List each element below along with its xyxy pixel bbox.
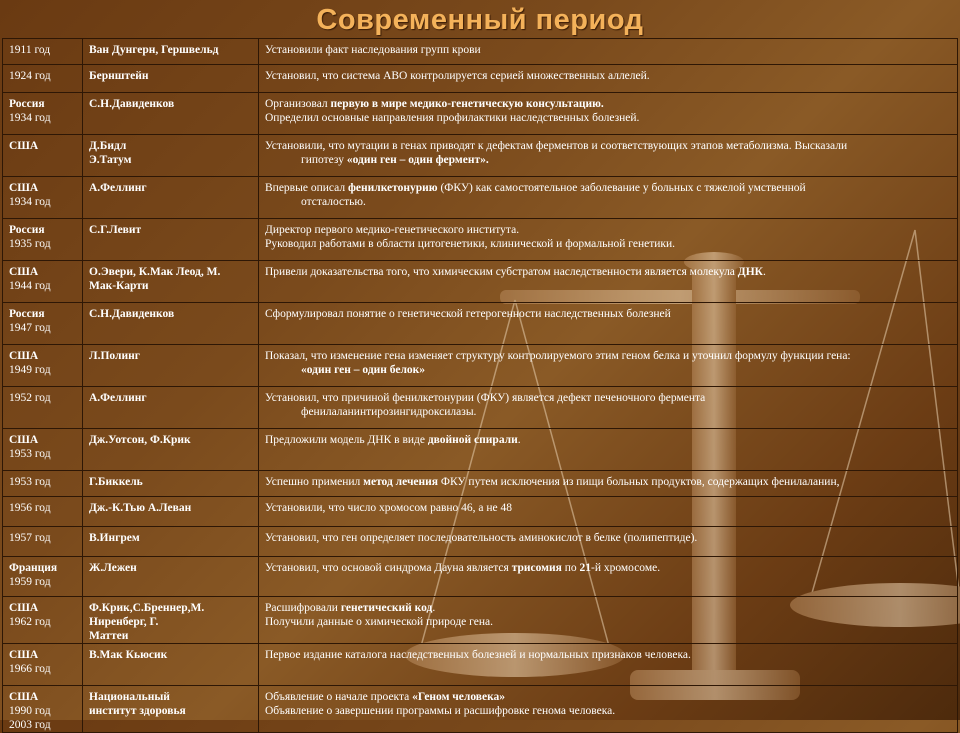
discovery-cell	[259, 39, 958, 65]
discovery-line	[265, 153, 950, 167]
date-cell	[3, 644, 83, 686]
emphasis-text: генетический код	[340, 602, 433, 614]
discovery-cell	[259, 387, 958, 429]
country-label: США	[9, 691, 39, 703]
year-label: 1924 год	[9, 70, 51, 82]
date-cell	[3, 527, 83, 557]
year-label: 1953 год	[9, 476, 51, 488]
year-label: 1949 год	[9, 364, 51, 376]
scientist-cell: Национальный институт здоровья	[83, 686, 259, 733]
year-label: 1966 год	[9, 663, 51, 675]
discovery-line	[265, 139, 950, 153]
table-row	[3, 39, 958, 65]
body-text: Расшифровали	[265, 602, 341, 614]
discovery-cell	[259, 527, 958, 557]
country-label: США	[9, 434, 39, 446]
year-label: 1952 год	[9, 392, 51, 404]
body-text: Организовал	[265, 98, 331, 110]
body-text: Установил, что система АВО контролируется серией множественных аллелей.	[265, 70, 650, 82]
table-row	[3, 686, 958, 733]
body-text: по	[561, 562, 580, 574]
date-cell	[3, 497, 83, 527]
discovery-cell	[259, 65, 958, 93]
emphasis-text: «один ген – один белок»	[301, 364, 426, 376]
scientist-cell: Ф.Крик,С.Бреннер,М. Ниренберг, Г. Маттеи	[83, 597, 259, 644]
discovery-cell	[259, 686, 958, 733]
discovery-line	[265, 601, 950, 615]
date-cell	[3, 39, 83, 65]
discovery-cell	[259, 644, 958, 686]
discovery-cell	[259, 303, 958, 345]
table-row	[3, 387, 958, 429]
date-cell	[3, 177, 83, 219]
discovery-line	[265, 561, 950, 575]
scientist-cell: В.Мак Кьюсик	[83, 644, 259, 686]
body-text: .	[763, 266, 766, 278]
year-label: 1962 год	[9, 616, 51, 628]
scientist-cell: С.Н.Давиденков	[83, 93, 259, 135]
body-text: Установил, что основой синдрома Дауна является	[265, 562, 512, 574]
body-text: .	[517, 434, 521, 446]
scientist-cell: Дж.-К.Тью А.Леван	[83, 497, 259, 527]
country-label: Россия	[9, 98, 45, 110]
country-label: США	[9, 350, 39, 362]
year-label: 1956 год	[9, 502, 51, 514]
discovery-line	[265, 265, 950, 279]
body-text: .	[432, 602, 436, 614]
scientist-cell: Дж.Уотсон, Ф.Крик	[83, 429, 259, 471]
discovery-cell	[259, 471, 958, 497]
body-text: Директор первого медико-генетического института.	[265, 224, 520, 236]
discovery-cell	[259, 219, 958, 261]
body-text: Установили, что число хромосом равно 46, а не 48	[265, 502, 513, 514]
body-text: (ФКУ) как самостоятельное заболевание у больных с тяжелой умственной	[437, 182, 806, 194]
year-label: 1947 год	[9, 322, 51, 334]
scientist-cell: В.Ингрем	[83, 527, 259, 557]
table-row	[3, 219, 958, 261]
body-text: Успешно применил	[265, 476, 364, 488]
body-text: Установил, что ген определяет последовательность аминокислот в белке (полипептиде).	[265, 532, 698, 544]
date-cell	[3, 345, 83, 387]
history-table	[2, 38, 958, 733]
scientist-cell: Д.Бидл Э.Татум	[83, 135, 259, 177]
discovery-line	[265, 195, 950, 209]
discovery-line	[265, 43, 950, 57]
emphasis-text: первую в мире медико-генетическую консультацию.	[330, 98, 604, 110]
body-text: ФКУ путем исключения из пищи больных продуктов, содержащих фенилаланин,	[438, 476, 840, 488]
discovery-line	[265, 648, 950, 662]
year-label: 1944 год	[9, 280, 51, 292]
body-text: Впервые описал	[265, 182, 348, 194]
discovery-cell	[259, 557, 958, 597]
discovery-cell	[259, 135, 958, 177]
date-cell	[3, 65, 83, 93]
discovery-cell	[259, 497, 958, 527]
date-cell	[3, 557, 83, 597]
body-text: Первое издание каталога наследственных болезней и нормальных признаков человека.	[265, 649, 691, 661]
scientist-cell: А.Феллинг	[83, 177, 259, 219]
table-row	[3, 497, 958, 527]
scientist-cell: Л.Полинг	[83, 345, 259, 387]
country-label: США	[9, 266, 39, 278]
year-label: 1934 год	[9, 112, 51, 124]
year-label: 1935 год	[9, 238, 51, 250]
discovery-line	[265, 704, 950, 718]
scientist-cell: А.Феллинг	[83, 387, 259, 429]
table-row	[3, 65, 958, 93]
table-row	[3, 527, 958, 557]
table-row	[3, 471, 958, 497]
page-title: Современный период	[316, 4, 644, 36]
scientist-cell: Бернштейн	[83, 65, 259, 93]
emphasis-text: «Геном человека»	[412, 691, 506, 703]
discovery-line	[265, 223, 950, 237]
body-text: Сформулировал понятие о генетической гетерогенности наследственных болезней	[265, 308, 671, 320]
date-cell	[3, 261, 83, 303]
discovery-cell	[259, 261, 958, 303]
year-label: 1911 год	[9, 44, 51, 56]
discovery-cell	[259, 177, 958, 219]
country-label: США	[9, 182, 39, 194]
year-label: 1959 год	[9, 576, 51, 588]
discovery-line	[265, 363, 950, 377]
year-label: 1934 год	[9, 196, 51, 208]
body-text: Руководил работами в области цитогенетики, клинической и формальной генетики.	[265, 238, 676, 250]
body-text: Предложили модель ДНК в виде	[265, 434, 428, 446]
discovery-line	[265, 501, 950, 515]
country-label: Франция	[9, 562, 58, 574]
date-cell	[3, 429, 83, 471]
scientist-cell: Ж.Лежен	[83, 557, 259, 597]
discovery-line	[265, 615, 950, 629]
emphasis-text: трисомия	[511, 562, 562, 574]
country-label: США	[9, 649, 39, 661]
body-text: Установил, что причиной фенилкетонурии (ФКУ) является дефект печеночного фермента	[265, 392, 706, 404]
scientist-cell: Г.Биккель	[83, 471, 259, 497]
discovery-line	[265, 307, 950, 321]
table-row	[3, 303, 958, 345]
discovery-cell	[259, 345, 958, 387]
date-cell	[3, 219, 83, 261]
scientist-cell: С.Г.Левит	[83, 219, 259, 261]
date-cell	[3, 303, 83, 345]
table-row	[3, 177, 958, 219]
body-text: Объявление о начале проекта	[265, 691, 413, 703]
discovery-line	[265, 237, 950, 251]
date-cell	[3, 686, 83, 733]
date-cell	[3, 135, 83, 177]
body-text: Привели доказательства того, что химическим субстратом наследственности является молекула	[265, 266, 738, 278]
date-cell	[3, 387, 83, 429]
emphasis-text: ДНК	[737, 266, 763, 278]
discovery-cell	[259, 93, 958, 135]
emphasis-text: двойной спирали	[427, 434, 518, 446]
table-row	[3, 597, 958, 644]
country-label: Россия	[9, 308, 45, 320]
discovery-line	[265, 181, 950, 195]
country-label: США	[9, 602, 39, 614]
scientist-cell: О.Эвери, К.Мак Леод, М. Мак-Карти	[83, 261, 259, 303]
year-label: 1957 год	[9, 532, 51, 544]
date-cell	[3, 93, 83, 135]
table-row	[3, 557, 958, 597]
discovery-line	[265, 111, 950, 125]
table-row	[3, 93, 958, 135]
scientist-cell: Ван Дунгерн, Гершвельд	[83, 39, 259, 65]
body-text: Объявление о завершении программы и расшифровке генома человека.	[265, 705, 616, 717]
table-row	[3, 644, 958, 686]
emphasis-text: 21	[579, 562, 591, 574]
body-text: отсталостью.	[301, 196, 366, 208]
body-text: Установили, что мутации в генах приводят к дефектам ферментов и соответствующих этапов метаболизма. Высказали	[265, 140, 848, 152]
date-cell	[3, 597, 83, 644]
body-text: Показал, что изменение гена изменяет структуру контролируемого этим геном белка и уточнил формулу функции гена:	[265, 350, 851, 362]
table-row	[3, 135, 958, 177]
country-label: Россия	[9, 224, 45, 236]
date-cell	[3, 471, 83, 497]
discovery-line	[265, 69, 950, 83]
emphasis-text: метод лечения	[363, 476, 439, 488]
discovery-cell	[259, 429, 958, 471]
body-text: Получили данные о химической природе гена.	[265, 616, 493, 628]
body-text: -й хромосоме.	[590, 562, 661, 574]
discovery-line	[265, 349, 950, 363]
year-label: 1990 год 2003 год	[9, 705, 51, 731]
scientist-cell: С.Н.Давиденков	[83, 303, 259, 345]
emphasis-text: фенилкетонурию	[347, 182, 438, 194]
emphasis-text: «один ген – один фермент».	[346, 154, 489, 166]
discovery-line	[265, 391, 950, 405]
discovery-line	[265, 433, 950, 447]
table-row	[3, 261, 958, 303]
year-label: 1953 год	[9, 448, 51, 460]
body-text: фенилаланинтирозингидроксилазы.	[301, 406, 477, 418]
body-text: Определил основные направления профилактики наследственных болезней.	[265, 112, 640, 124]
discovery-line	[265, 531, 950, 545]
table-row	[3, 345, 958, 387]
country-label: США	[9, 140, 39, 152]
body-text: Установили факт наследования групп крови	[265, 44, 481, 56]
discovery-line	[265, 97, 950, 111]
discovery-cell	[259, 597, 958, 644]
discovery-line	[265, 405, 950, 419]
discovery-line	[265, 475, 950, 489]
body-text: гипотезу	[301, 154, 347, 166]
discovery-line	[265, 690, 950, 704]
table-row	[3, 429, 958, 471]
